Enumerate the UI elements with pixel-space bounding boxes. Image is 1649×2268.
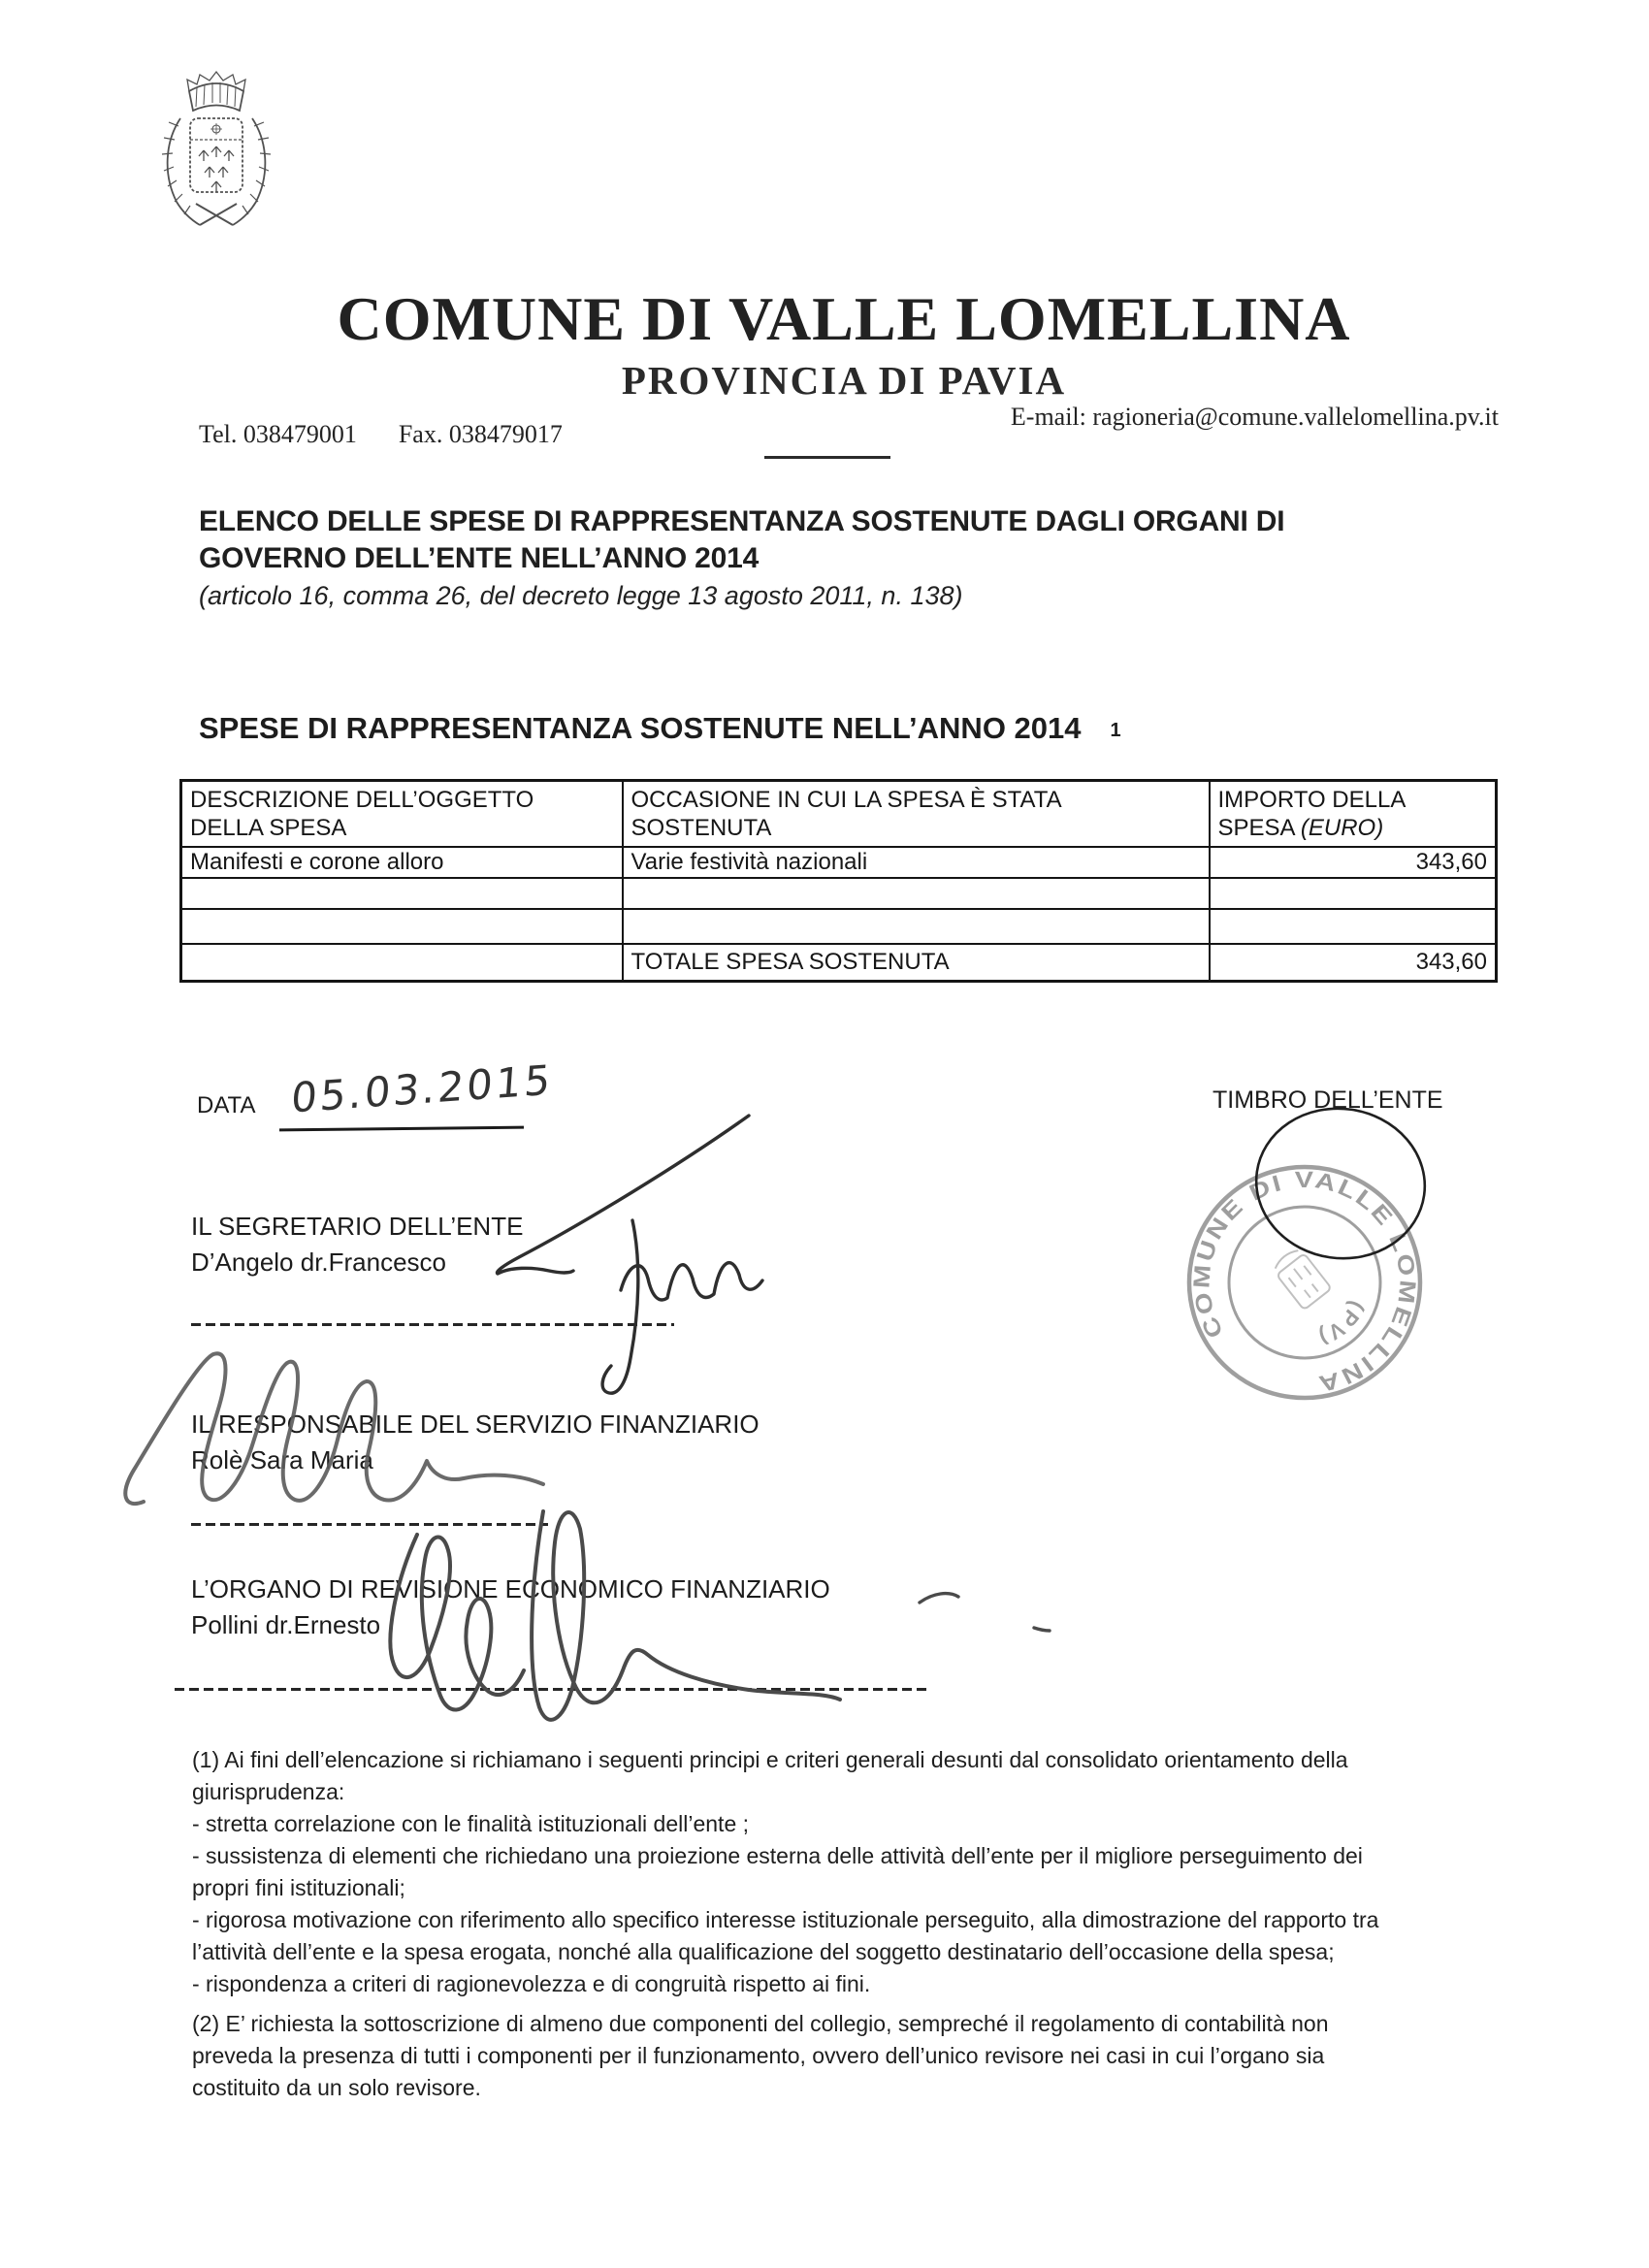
document-subtitle: (articolo 16, comma 26, del decreto legge 13 agosto 2011, n. 138) xyxy=(199,581,963,610)
table-row xyxy=(181,847,1497,878)
signature1-role: IL SEGRETARIO DELL’ENTE xyxy=(191,1212,524,1241)
footnote1-line: - sussistenza di elementi che richiedano una proiezione esterna delle attività dell’ente per il migliore perseguimento dei xyxy=(192,1843,1363,1868)
phone-fax-line xyxy=(199,420,563,449)
footnote1-line: l’attività dell’ente e la spesa erogata, nonché alla qualificazione del soggetto destinatario dell’occasione della spesa; xyxy=(192,1939,1335,1964)
signature1-autograph xyxy=(497,1116,749,1274)
header-divider xyxy=(764,456,890,459)
date-label: DATA xyxy=(197,1092,256,1118)
signature3-role: L’ORGANO DI REVISIONE ECONOMICO FINANZIARIO xyxy=(191,1574,830,1604)
stamp-bottom-text: (PV) xyxy=(1314,1297,1371,1350)
footnote1-line: (1) Ai fini dell’elencazione si richiamano i seguenti principi e criteri generali desunti dal consolidato orientamento della xyxy=(192,1747,1348,1772)
document-title-line2: GOVERNO DELL’ENTE NELL’ANNO 2014 xyxy=(199,542,760,574)
signature1-name: D’Angelo dr.Francesco xyxy=(191,1247,447,1277)
province-name: PROVINCIA DI PAVIA xyxy=(621,358,1067,403)
footnote2-line: preveda la presenza di tutti i componenti per il funzionamento, ovvero dell’unico revisore nei casi in cui l’organo sia xyxy=(192,2043,1325,2068)
header-importo: IMPORTO DELLA SPESA (EURO) xyxy=(1210,781,1497,848)
footnote1-line: propri fini istituzionali; xyxy=(192,1875,405,1900)
total-value: 343,60 xyxy=(1210,944,1497,981)
office-stamp xyxy=(1116,1067,1523,1474)
phone-number: Tel. 038479001 xyxy=(199,420,357,448)
email-line: E-mail: ragioneria@comune.vallelomellina.pv.it xyxy=(1010,403,1499,431)
section-title-text: SPESE DI RAPPRESENTANZA SOSTENUTE NELL’ANNO 2014 xyxy=(199,711,1082,745)
stamp-ring-text: COMUNE DI VALLE LOMELLINA xyxy=(1188,1166,1421,1397)
signature2-role: IL RESPONSABILE DEL SERVIZIO FINANZIARIO xyxy=(191,1409,760,1439)
cell-importo xyxy=(1210,878,1497,909)
expenses-table xyxy=(179,779,1498,983)
signature3-name: Pollini dr.Ernesto xyxy=(191,1610,381,1639)
footnote1-line: - rispondenza a criteri di ragionevolezza e di congruità rispetto ai fini. xyxy=(192,1971,871,1996)
cell-occasione: Varie festività nazionali xyxy=(623,847,1210,878)
table-header-row xyxy=(181,781,1497,848)
cell-occasione xyxy=(623,878,1210,909)
table-total-row xyxy=(181,944,1497,981)
footnote1-line: - rigorosa motivazione con riferimento allo specifico interesse istituzionale perseguito, alla dimostrazione del rapporto tra xyxy=(192,1907,1379,1932)
fax-number: Fax. 038479017 xyxy=(398,420,563,448)
signature3-flourish xyxy=(920,1594,1050,1631)
footnotes-block xyxy=(192,1744,1472,2104)
municipality-name: COMUNE DI VALLE LOMELLINA xyxy=(337,284,1351,353)
footnote-reference: 1 xyxy=(1110,720,1121,741)
header-occasione: OCCASIONE IN CUI LA SPESA È STATA SOSTENUTA xyxy=(623,781,1210,848)
stamp-label: TIMBRO DELL’ENTE xyxy=(1212,1086,1443,1114)
signature2-line xyxy=(191,1523,548,1526)
document-title-line1: ELENCO DELLE SPESE DI RAPPRESENTANZA SOSTENUTE DAGLI ORGANI DI xyxy=(199,505,1285,537)
signature2-name: Rolè Sara Maria xyxy=(191,1445,373,1474)
footnote2-line: costituito da un solo revisore. xyxy=(192,2075,481,2100)
date-underline xyxy=(279,1126,524,1132)
cell-occasione xyxy=(623,909,1210,944)
cell-descrizione: Manifesti e corone alloro xyxy=(181,847,623,878)
signature3-line xyxy=(175,1688,931,1691)
header-descrizione: DESCRIZIONE DELL’OGGETTO DELLA SPESA xyxy=(181,781,623,848)
cell-descrizione xyxy=(181,909,623,944)
cell-descrizione xyxy=(181,878,623,909)
footnote2-line: (2) E’ richiesta la sottoscrizione di almeno due componenti del collegio, sempreché il regolamento di contabilità non xyxy=(192,2011,1329,2036)
footnote1-line: giurisprudenza: xyxy=(192,1779,345,1804)
table-row xyxy=(181,909,1497,944)
footnote1-line: - stretta correlazione con le finalità istituzionali dell’ente ; xyxy=(192,1811,750,1836)
signature1-line xyxy=(191,1323,674,1326)
cell-empty xyxy=(181,944,623,981)
table-row xyxy=(181,878,1497,909)
cell-importo: 343,60 xyxy=(1210,847,1497,878)
signature3-autograph xyxy=(390,1535,524,1710)
cell-importo xyxy=(1210,909,1497,944)
signature1-autograph xyxy=(602,1220,762,1393)
municipal-coat-of-arms-icon xyxy=(144,58,289,243)
section-title xyxy=(199,711,1121,746)
total-label: TOTALE SPESA SOSTENUTA xyxy=(623,944,1210,981)
handwritten-date: 05.03.2015 xyxy=(289,1055,555,1122)
